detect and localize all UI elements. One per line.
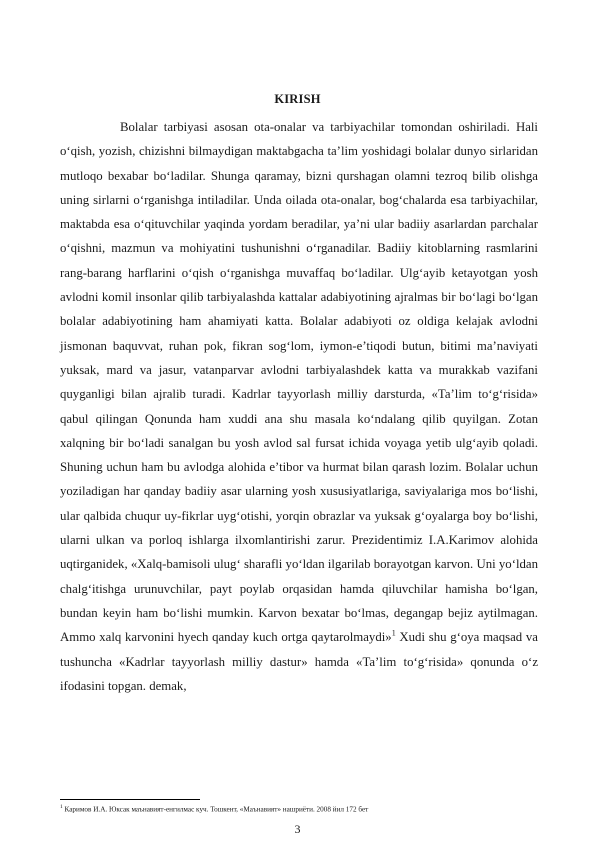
page-number: 3 (294, 822, 301, 836)
footnote (60, 802, 538, 814)
body-text (60, 115, 538, 698)
footnote-separator (60, 799, 200, 800)
paragraph (60, 115, 538, 698)
footnote-reference[interactable]: 1 (391, 628, 396, 638)
paragraph-text: Bolalar tarbiyasi asosan ota-onalar va tarbiyachilar tomondan oshiriladi. Hali oʻqish, yozish, chizishni bilmaydigan maktabgacha ta’lim yoshidagi bolalar dunyo sirlaridan mutloqo bexabar boʻladilar. Shunga qaramay, bizni qurshagan olamni tezroq bilib olishga uning sirlarni oʻrganishga intiladilar. Unda oilada ota-onalar, bogʻchalarda esa tarbiyachilar, maktabda esa oʻqituvchilar yaqinda yordam beradilar, ya’ni ular badiiy asarlardan parchalar oʻqishni, mazmun va mohiyatini tushunishni oʻrganadilar. Badiiy kitoblarning rasmlarini rang-barang harflarini oʻqish oʻrganishga muvaffaq boʻladilar. Ulgʻayib ketayotgan yosh avlodni komil insonlar qilib tarbiyalashda kattalar adabiyotining ajralmas bir boʻlagi boʻlgan bolalar adabiyotining ham ahamiyati katta. Bolalar adabiyoti oz oldiga kelajak avlodni jismonan baquvvat, ruhan pok, fikran sogʻlom, iymon-e’tiqodi butun, bitimi ma’naviyati yuksak, mard va jasur, vatanparvar avlodni tarbiyalashdek katta va murakkab vazifani quyganligi bilan ajralib turadi. Kadrlar tayyorlash milliy darsturda, «Ta’lim toʻgʻrisida» qabul qilingan Qonunda ham xuddi ana shu masala koʻndalang qilib quyilgan. Zotan xalqning bir boʻladi sanalgan bu yosh avlod sal fursat ichida voyaga yetib ulgʻayib qoladi. Shuning uchun ham bu avlodga alohida e’tibor va hurmat bilan qarash lozim. Bolalar uchun yoziladigan har qanday badiiy asar ularning yosh xususiyatlariga, saviyalariga mos boʻlishi, ular qalbida chuqur uy-fikrlar uygʻotishi, yorqin obrazlar va yuksak gʻoyalarga boy boʻlishi, ularni ulkan va porloq ishlarga ilxomlantirishi zarur. Prezidentimiz I.A.Karimov alohida uqtirganidek, «Xalq-bamisoli ulugʻ sharafli yoʻldan ilgarilab borayotgan karvon. Uni yoʻldan chalgʻitishga urunuvchilar, payt poylab orqasidan hamda qiluvchilar hamisha boʻlgan, bundan keyin ham boʻlishi mumkin. Karvon bexatar boʻlmas, degangap bejiz aytilmagan. Ammo xalq karvonini hyech qanday kuch ortga qaytarolmaydi» (60, 120, 538, 645)
paragraph-text-continued: Xudi shu gʻoya maqsad va tushuncha «Kadrlar tayyorlash milliy dastur» hamda «Ta’lim toʻgʻrisida» qonunda oʻz ifodasini topgan. demak, (60, 630, 538, 693)
footnote-text: Каримов И.А. Юксак маънавият-енгилмас куч. Тошкент, «Маънавият» нашриёти. 2008 йил 172 бет (62, 805, 369, 814)
footnote-number: 1 (60, 804, 63, 810)
section-heading: KIRISH (274, 92, 321, 106)
